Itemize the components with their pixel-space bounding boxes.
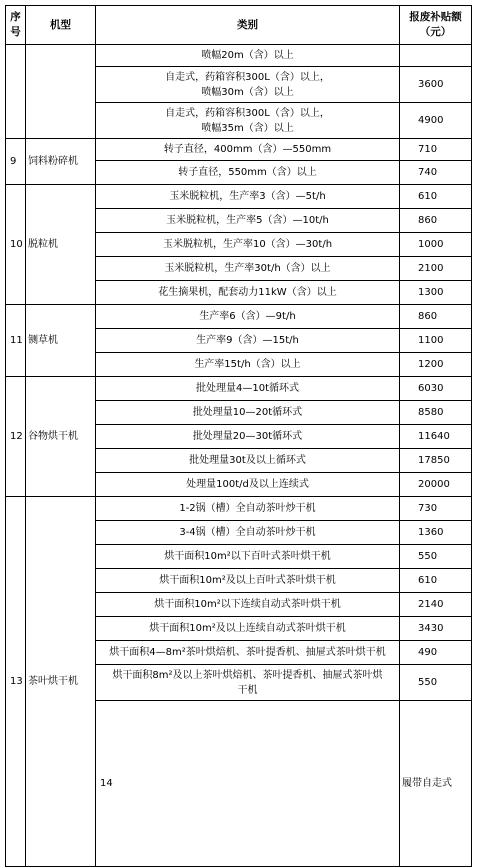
category-line: 喷幅35m（含）以上	[201, 122, 294, 134]
category-cell: 烘干面积10m²及以上连续自动式茶叶烘干机	[96, 617, 400, 641]
price-cell: 490	[400, 641, 472, 665]
category-cell: 烘干面积4—8m²茶叶烘焙机、茶叶提香机、抽屉式茶叶烘干机	[96, 641, 400, 665]
category-cell: 批处理量20—30t循环式	[96, 425, 400, 449]
price-cell: 4900	[400, 103, 472, 139]
model-cell: 履带自走式	[400, 701, 472, 867]
price-cell: 740	[400, 161, 472, 185]
category-cell: 烘干面积10m²及以上百叶式茶叶烘干机	[96, 569, 400, 593]
price-cell: 2100	[400, 257, 472, 281]
category-cell: 批处理量30t及以上循环式	[96, 449, 400, 473]
category-cell: 玉米脱粒机，生产率3（含）—5t/h	[96, 185, 400, 209]
category-cell: 转子直径，400mm（含）—550mm	[96, 139, 400, 161]
model-cell: 茶叶烘干机	[26, 497, 96, 867]
category-cell: 处理量100t/d及以上连续式	[96, 473, 400, 497]
category-cell: 批处理量4—10t循环式	[96, 377, 400, 401]
category-cell: 玉米脱粒机，生产率30t/h（含）以上	[96, 257, 400, 281]
table-row	[6, 305, 472, 329]
model-cell: 铡草机	[26, 305, 96, 377]
model-cell: 饲料粉碎机	[26, 139, 96, 185]
category-cell: 生产率9（含）—15t/h	[96, 329, 400, 353]
header-subsidy: 报废补贴额（元）	[400, 6, 472, 45]
price-cell: 11640	[400, 425, 472, 449]
category-cell: 批处理量10—20t循环式	[96, 401, 400, 425]
category-cell: 玉米脱粒机，生产率10（含）—30t/h	[96, 233, 400, 257]
category-cell	[96, 67, 400, 103]
price-cell: 3430	[400, 617, 472, 641]
price-cell: 1100	[400, 329, 472, 353]
model-cell	[26, 45, 96, 139]
seq-cell: 10	[6, 185, 26, 305]
price-cell: 20000	[400, 473, 472, 497]
seq-cell: 9	[6, 139, 26, 185]
category-cell: 转子直径，550mm（含）以上	[96, 161, 400, 185]
price-cell: 1200	[400, 353, 472, 377]
category-line: 干机	[237, 684, 258, 696]
price-cell: 610	[400, 569, 472, 593]
price-cell: 6030	[400, 377, 472, 401]
seq-cell: 12	[6, 377, 26, 497]
subsidy-table	[5, 5, 472, 867]
price-cell: 1300	[400, 281, 472, 305]
category-line: 烘干面积8m²及以上茶叶烘焙机、茶叶提香机、抽屉式茶叶烘	[112, 669, 383, 681]
price-cell: 860	[400, 209, 472, 233]
category-cell	[96, 103, 400, 139]
table-row	[6, 497, 472, 521]
category-line: 喷幅30m（含）以上	[201, 86, 294, 98]
price-cell: 2140	[400, 593, 472, 617]
model-cell: 谷物烘干机	[26, 377, 96, 497]
category-cell	[96, 665, 400, 701]
price-cell	[400, 45, 472, 67]
price-cell: 860	[400, 305, 472, 329]
table-row	[6, 139, 472, 161]
seq-cell: 14	[96, 701, 400, 867]
model-cell: 脱粒机	[26, 185, 96, 305]
price-cell: 730	[400, 497, 472, 521]
category-line: 自走式，药箱容积300L（含）以上，	[165, 71, 330, 83]
price-cell: 8580	[400, 401, 472, 425]
category-cell: 烘干面积10m²以下连续自动式茶叶烘干机	[96, 593, 400, 617]
price-cell: 550	[400, 665, 472, 701]
category-cell: 玉米脱粒机，生产率5（含）—10t/h	[96, 209, 400, 233]
price-cell: 1360	[400, 521, 472, 545]
category-cell: 生产率6（含）—9t/h	[96, 305, 400, 329]
category-cell: 烘干面积10m²以下百叶式茶叶烘干机	[96, 545, 400, 569]
header-model: 机型	[26, 6, 96, 45]
category-cell: 喷幅20m（含）以上	[96, 45, 400, 67]
table-row	[6, 377, 472, 401]
seq-cell: 11	[6, 305, 26, 377]
category-cell: 1-2锅（槽）全自动茶叶炒干机	[96, 497, 400, 521]
price-cell: 1000	[400, 233, 472, 257]
seq-cell: 13	[6, 497, 26, 867]
table-row	[6, 185, 472, 209]
price-cell: 3600	[400, 67, 472, 103]
category-cell: 花生摘果机，配套动力11kW（含）以上	[96, 281, 400, 305]
category-line: 自走式，药箱容积300L（含）以上，	[165, 107, 330, 119]
category-cell: 3-4锅（槽）全自动茶叶炒干机	[96, 521, 400, 545]
price-cell: 17850	[400, 449, 472, 473]
price-cell: 610	[400, 185, 472, 209]
table-header-row	[6, 6, 472, 45]
category-cell: 生产率15t/h（含）以上	[96, 353, 400, 377]
price-cell: 550	[400, 545, 472, 569]
seq-cell	[6, 45, 26, 139]
header-seq: 序号	[6, 6, 26, 45]
header-category: 类别	[96, 6, 400, 45]
table-row	[6, 45, 472, 67]
price-cell: 710	[400, 139, 472, 161]
